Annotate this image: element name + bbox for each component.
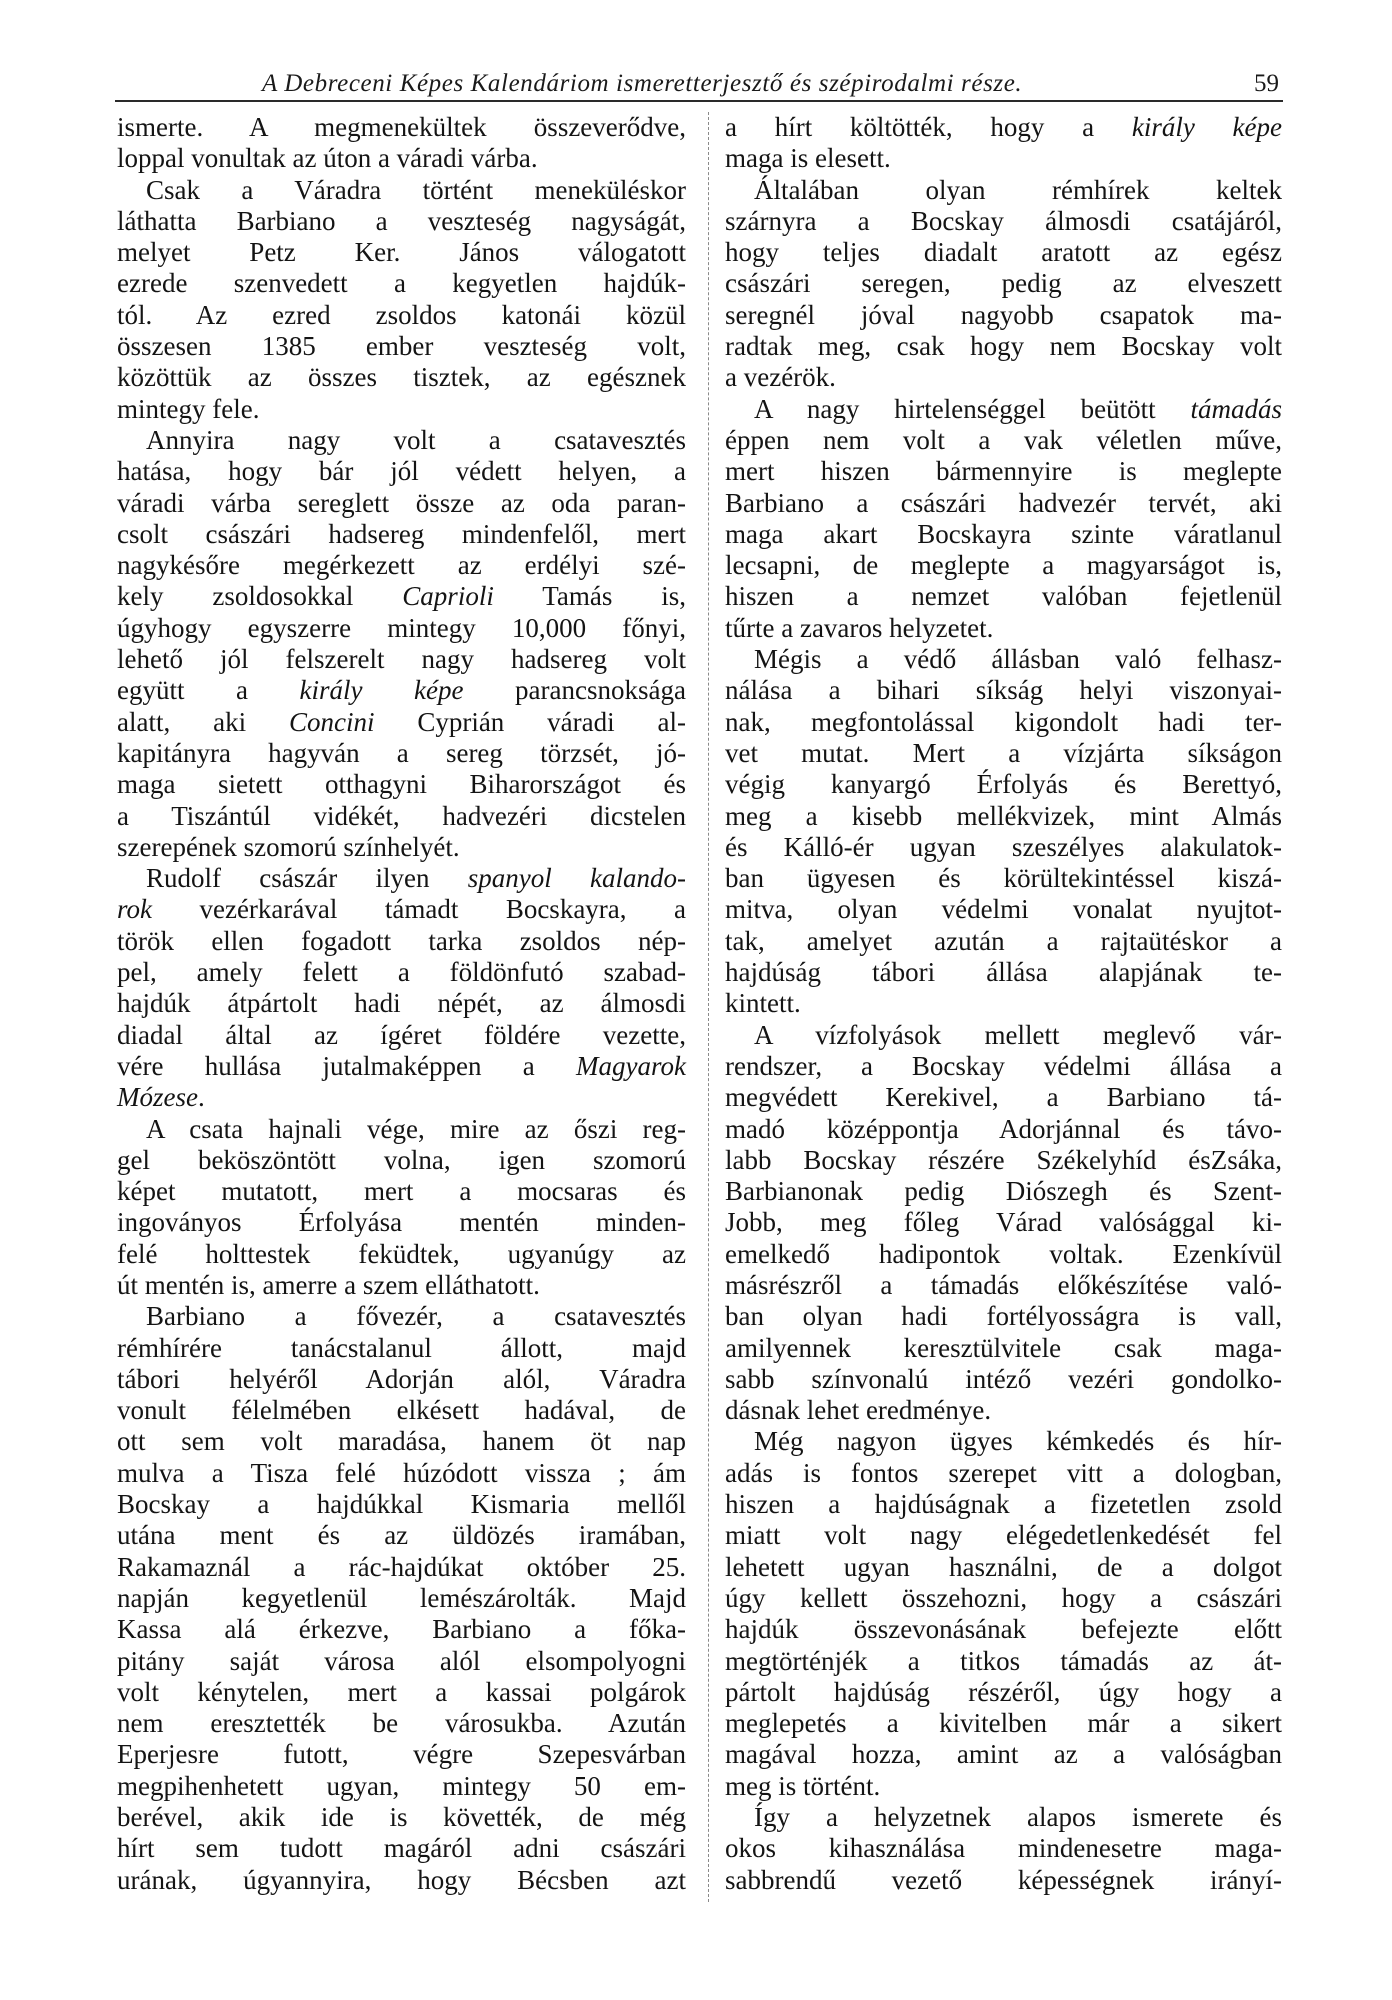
- text-segment: pitány saját városa alól elsompolyogni: [117, 1645, 686, 1676]
- paragraph: [117, 425, 686, 863]
- text-line: [725, 1458, 1282, 1489]
- paragraph: [117, 112, 686, 175]
- text-segment: Barbiano a fővezér, a csatavesztés: [146, 1301, 686, 1332]
- text-line: [117, 1082, 686, 1113]
- text-line: [725, 1771, 1282, 1802]
- text-line: [117, 1020, 686, 1051]
- text-line: [117, 707, 686, 738]
- text-line: [725, 613, 1282, 644]
- paragraph: [117, 863, 686, 1113]
- text-line: [117, 394, 686, 425]
- italic-text: király képe: [1131, 112, 1282, 142]
- italic-text: Caprioli: [402, 581, 494, 612]
- text-line: [725, 362, 1282, 393]
- text-segment: Csak a Váradra történt meneküléskor: [146, 174, 686, 205]
- text-line: [725, 675, 1282, 706]
- column-divider: [708, 112, 709, 1902]
- text-line: [117, 675, 686, 706]
- text-line: [117, 1145, 686, 1176]
- text-segment: út mentén is, amerre a szem elláthatott.: [117, 1269, 540, 1300]
- text-line: [725, 1145, 1282, 1176]
- text-segment: rendszer, a Bocskay védelmi állása a: [725, 1050, 1282, 1081]
- text-line: [117, 206, 686, 237]
- text-segment: parancsnoksága: [463, 675, 686, 706]
- text-line: [117, 926, 686, 957]
- text-line: [725, 988, 1282, 1019]
- text-segment: miatt volt nagy elégedetlenkedését fel: [725, 1520, 1282, 1551]
- text-segment: hajdúk átpártolt hadi népét, az álmosdi: [117, 988, 686, 1019]
- text-segment: maga is elesett.: [725, 143, 891, 174]
- text-segment: ingoványos Érfolyása mentén minden-: [117, 1207, 686, 1238]
- text-line: [117, 1708, 686, 1739]
- text-line: [725, 425, 1282, 456]
- text-segment: ezrede szenvedett a kegyetlen hajdúk-: [117, 268, 686, 299]
- text-segment: csolt császári hadsereg mindenfelől, mert: [117, 518, 686, 549]
- text-segment: vezérkarával támadt Bocskayra, a: [152, 894, 686, 925]
- text-segment: maga sietett otthagyni Biharországot és: [117, 769, 686, 800]
- text-segment: a Tiszántúl vidékét, hadvezéri dicstelen: [117, 800, 686, 831]
- text-segment: magával hozza, amint az a valóságban: [725, 1739, 1282, 1770]
- italic-text: Magyarok: [576, 1050, 686, 1081]
- text-segment: vet mutat. Mert a vízjárta síkságon: [725, 737, 1282, 768]
- text-segment: sabb színvonalú intéző vezéri gondolko-: [725, 1363, 1282, 1394]
- text-line: [725, 1020, 1282, 1051]
- text-segment: hajdúk összevonásának befejezte előtt: [725, 1614, 1282, 1645]
- text-segment: seregnél jóval nagyobb csapatok ma-: [725, 299, 1282, 330]
- text-line: [725, 1677, 1282, 1708]
- text-line: [725, 112, 1282, 143]
- text-segment: Így a helyzetnek alapos ismerete és: [754, 1802, 1282, 1833]
- text-segment: tól. Az ezred zsoldos katonái közül: [117, 299, 686, 330]
- text-segment: kapitányra hagyván a sereg törzsét, jó-: [117, 737, 686, 768]
- text-segment: együtt a: [117, 675, 300, 706]
- text-segment: megpihenhetett ugyan, mintegy 50 em-: [117, 1770, 686, 1801]
- text-line: [117, 1552, 686, 1583]
- text-segment: emelkedő hadipontok voltak. Ezenkívül: [725, 1238, 1282, 1269]
- text-segment: diadal által az ígéret földére vezette,: [117, 1019, 686, 1050]
- text-line: [725, 863, 1282, 894]
- text-segment: pel, amely felett a földönfutó szabad-: [117, 957, 686, 988]
- header-rule: [115, 100, 1283, 102]
- text-segment: Cyprián váradi al-: [374, 706, 686, 737]
- text-segment: A csata hajnali vége, mire az őszi reg-: [146, 1113, 686, 1144]
- text-line: [117, 300, 686, 331]
- text-segment: Mégis a védő állásban való felhasz-: [754, 644, 1282, 675]
- text-segment: nak, megfontolással kigondolt hadi ter-: [725, 706, 1282, 737]
- text-segment: meg is történt.: [725, 1770, 881, 1801]
- text-line: [117, 1583, 686, 1614]
- text-line: [117, 832, 686, 863]
- text-segment: úgy kellett összehozni, hogy a császári: [725, 1582, 1282, 1613]
- text-segment: Jobb, meg főleg Várad valósággal ki-: [725, 1207, 1282, 1238]
- text-segment: láthatta Barbiano a veszteség nagyságát,: [117, 205, 686, 236]
- text-line: [725, 957, 1282, 988]
- text-line: [117, 801, 686, 832]
- text-line: [117, 738, 686, 769]
- italic-text: Concini: [288, 706, 375, 737]
- text-line: [117, 1614, 686, 1645]
- text-line: [725, 1708, 1282, 1739]
- text-segment: kely zsoldosokkal: [117, 581, 403, 612]
- text-line: [117, 769, 686, 800]
- text-segment: hogy teljes diadalt aratott az egész: [725, 237, 1282, 268]
- text-segment: dásnak lehet eredménye.: [725, 1395, 992, 1426]
- text-segment: ban ügyesen és körültekintéssel kiszá-: [725, 863, 1282, 894]
- text-segment: Eperjesre futott, végre Szepesvárban: [117, 1739, 686, 1770]
- text-line: [117, 1865, 686, 1896]
- text-line: [117, 1333, 686, 1364]
- text-line: [725, 1833, 1282, 1864]
- text-segment: császári seregen, pedig az elveszett: [725, 268, 1282, 299]
- text-line: [117, 1677, 686, 1708]
- text-segment: rémhírére tanácstalanul állott, majd: [117, 1332, 686, 1363]
- text-line: [117, 1395, 686, 1426]
- text-segment: gel beköszöntött volna, igen szomorú: [117, 1144, 686, 1175]
- text-line: [725, 1114, 1282, 1145]
- text-line: [725, 394, 1282, 425]
- text-line: [117, 1520, 686, 1551]
- text-segment: ott sem volt maradása, hanem öt nap: [117, 1426, 686, 1457]
- text-segment: pártolt hajdúság részéről, úgy hogy a: [725, 1676, 1282, 1707]
- text-line: [725, 894, 1282, 925]
- text-segment: radtak meg, csak hogy nem Bocskay volt: [725, 331, 1282, 362]
- text-line: [117, 268, 686, 299]
- text-line: [117, 581, 686, 612]
- text-line: [117, 1646, 686, 1677]
- text-line: [117, 362, 686, 393]
- text-line: [725, 1426, 1282, 1457]
- paragraph: [117, 1114, 686, 1302]
- text-line: [725, 1395, 1282, 1426]
- text-line: [117, 1489, 686, 1520]
- text-segment: a vezérök.: [725, 362, 836, 393]
- text-line: [725, 832, 1282, 863]
- text-segment: utána ment és az üldözés iramában,: [117, 1520, 686, 1551]
- text-line: [725, 1207, 1282, 1238]
- text-segment: hatása, hogy bár jól védett helyen, a: [117, 456, 686, 487]
- text-line: [117, 112, 686, 143]
- text-segment: tűrte a zavaros helyzetet.: [725, 612, 994, 643]
- text-segment: Barbianonak pedig Diószegh és Szent-: [725, 1176, 1282, 1207]
- text-line: [725, 1802, 1282, 1833]
- text-line: [725, 1239, 1282, 1270]
- text-segment: felé holttestek feküdtek, ugyanúgy az: [117, 1238, 686, 1269]
- italic-text: rok: [117, 894, 152, 925]
- text-segment: Rudolf császár ilyen: [146, 863, 468, 894]
- text-segment: maga akart Bocskayra szinte váratlanul: [725, 518, 1282, 549]
- text-line: [725, 1520, 1282, 1551]
- text-segment: okos kihasználása mindenesetre maga-: [725, 1833, 1282, 1864]
- text-segment: berével, akik ide is követték, de még: [117, 1802, 686, 1833]
- text-segment: nagykésőre megérkezett az erdélyi szé-: [117, 550, 686, 581]
- text-segment: ismerte. A megmenekültek összeverődve,: [117, 112, 686, 142]
- text-segment: melyet Petz Ker. János válogatott: [117, 237, 686, 268]
- text-segment: másrészről a támadás előkészítése való-: [725, 1269, 1282, 1300]
- text-line: [117, 1207, 686, 1238]
- text-segment: kintett.: [725, 988, 801, 1019]
- text-line: [725, 926, 1282, 957]
- text-line: [725, 1552, 1282, 1583]
- text-segment: labb Bocskay részére Székelyhíd ésZsáka,: [725, 1144, 1282, 1175]
- paragraph: [725, 1426, 1282, 1802]
- paragraph: [725, 1802, 1282, 1896]
- text-segment: összesen 1385 ember veszteség volt,: [117, 331, 686, 362]
- text-line: [117, 1270, 686, 1301]
- text-line: [117, 425, 686, 456]
- text-line: [725, 801, 1282, 832]
- text-segment: meglepetés a kivitelben már a sikert: [725, 1708, 1282, 1739]
- italic-text: király képe: [299, 675, 464, 706]
- text-line: [117, 331, 686, 362]
- text-line: [117, 1364, 686, 1395]
- text-line: [725, 488, 1282, 519]
- text-segment: meg a kisebb mellékvizek, mint Almás: [725, 800, 1282, 831]
- italic-text: támadás: [1190, 393, 1282, 424]
- text-segment: éppen nem volt a vak véletlen műve,: [725, 424, 1282, 455]
- text-line: [117, 894, 686, 925]
- text-segment: mert hiszen bármennyire is meglepte: [725, 456, 1282, 487]
- left-column: [117, 112, 686, 1896]
- text-segment: Általában olyan rémhírek keltek: [754, 174, 1282, 205]
- text-line: [725, 1082, 1282, 1113]
- text-line: [117, 644, 686, 675]
- text-segment: Bocskay a hajdúkkal Kismaria mellől: [117, 1489, 686, 1520]
- text-segment: A nagy hirtelenséggel beütött: [754, 393, 1191, 424]
- text-segment: madó középpontja Adorjánnal és távo-: [725, 1113, 1282, 1144]
- text-segment: Kassa alá érkezve, Barbiano a főka-: [117, 1614, 686, 1645]
- paragraph: [725, 644, 1282, 1020]
- text-segment: török ellen fogadott tarka zsoldos nép-: [117, 925, 686, 956]
- text-segment: A vízfolyások mellett meglevő vár-: [754, 1019, 1282, 1050]
- text-line: [725, 769, 1282, 800]
- text-segment: hírt sem tudott magáról adni császári: [117, 1833, 686, 1864]
- text-segment: képet mutatott, mert a mocsaras és: [117, 1176, 686, 1207]
- text-segment: Tamás is,: [493, 581, 686, 612]
- text-line: [117, 1458, 686, 1489]
- text-segment: végig kanyargó Érfolyás és Berettyó,: [725, 769, 1282, 800]
- italic-text: Mózese: [117, 1082, 198, 1113]
- text-segment: alatt, aki: [117, 706, 289, 737]
- text-line: [117, 1176, 686, 1207]
- text-segment: Még nagyon ügyes kémkedés és hír-: [754, 1426, 1282, 1457]
- text-segment: volt kénytelen, mert a kassai polgárok: [117, 1676, 686, 1707]
- text-segment: hiszen a hajdúságnak a fizetetlen zsold: [725, 1489, 1282, 1520]
- text-line: [117, 613, 686, 644]
- text-segment: loppal vonultak az úton a váradi várba.: [117, 143, 538, 174]
- text-segment: napján kegyetlenül lemészárolták. Majd: [117, 1582, 686, 1613]
- text-segment: Rakamaznál a rác-hajdúkat október 25.: [117, 1551, 686, 1582]
- text-line: [725, 1739, 1282, 1770]
- text-line: [117, 863, 686, 894]
- right-column: [725, 112, 1282, 1896]
- text-segment: .: [197, 1082, 205, 1113]
- text-line: [117, 488, 686, 519]
- text-segment: szárnyra a Bocskay álmosdi csatájáról,: [725, 205, 1282, 236]
- text-line: [725, 143, 1282, 174]
- text-line: [725, 1301, 1282, 1332]
- text-line: [117, 988, 686, 1019]
- text-line: [117, 456, 686, 487]
- text-segment: hajdúság tábori állása alapjának te-: [725, 957, 1282, 988]
- text-line: [725, 1583, 1282, 1614]
- text-line: [117, 143, 686, 174]
- text-line: [117, 237, 686, 268]
- text-line: [725, 1614, 1282, 1645]
- paragraph: [117, 1301, 686, 1896]
- text-segment: nem eresztették be városukba. Azután: [117, 1708, 686, 1739]
- text-line: [117, 1051, 686, 1082]
- text-line: [725, 1646, 1282, 1677]
- text-line: [117, 1239, 686, 1270]
- text-segment: váradi várba sereglett össze az oda paran-: [117, 487, 686, 518]
- text-line: [725, 268, 1282, 299]
- text-line: [725, 456, 1282, 487]
- text-line: [117, 1114, 686, 1145]
- text-line: [117, 1833, 686, 1864]
- text-line: [117, 519, 686, 550]
- text-line: [725, 1489, 1282, 1520]
- text-segment: lecsapni, de meglepte a magyarságot is,: [725, 550, 1282, 581]
- text-segment: közöttük az összes tisztek, az egésznek: [117, 362, 686, 393]
- text-line: [117, 1426, 686, 1457]
- text-segment: nálása a bihari síkság helyi viszonyai-: [725, 675, 1282, 706]
- paragraph: [725, 394, 1282, 644]
- page-number: 59: [1254, 70, 1279, 97]
- paragraph: [725, 175, 1282, 394]
- text-line: [725, 1865, 1282, 1896]
- text-line: [725, 175, 1282, 206]
- text-segment: Barbiano a császári hadvezér tervét, aki: [725, 487, 1282, 518]
- italic-text: spanyol kalando-: [467, 863, 686, 894]
- text-line: [725, 519, 1282, 550]
- text-line: [117, 1802, 686, 1833]
- text-segment: vére hullása jutalmaképpen a: [117, 1050, 577, 1081]
- text-line: [725, 1270, 1282, 1301]
- text-segment: ban olyan hadi fortélyosságra is vall,: [725, 1301, 1282, 1332]
- text-segment: mitva, olyan védelmi vonalat nyujtot-: [725, 894, 1282, 925]
- text-line: [117, 957, 686, 988]
- text-segment: megtörténjék a titkos támadás az át-: [725, 1645, 1282, 1676]
- text-segment: megvédett Kerekivel, a Barbiano tá-: [725, 1082, 1282, 1113]
- text-line: [725, 1364, 1282, 1395]
- text-line: [725, 206, 1282, 237]
- text-segment: adás is fontos szerepet vitt a dologban,: [725, 1457, 1282, 1488]
- text-segment: lehetett ugyan használni, de a dolgot: [725, 1551, 1282, 1582]
- text-line: [117, 175, 686, 206]
- text-line: [117, 550, 686, 581]
- paragraph: [725, 112, 1282, 175]
- text-line: [725, 237, 1282, 268]
- text-segment: amilyennek keresztülvitele csak maga-: [725, 1332, 1282, 1363]
- text-segment: tábori helyéről Adorján alól, Váradra: [117, 1363, 686, 1394]
- text-line: [725, 550, 1282, 581]
- paragraph: [117, 175, 686, 425]
- text-line: [117, 1771, 686, 1802]
- text-segment: Annyira nagy volt a csatavesztés: [146, 424, 686, 455]
- text-line: [117, 1301, 686, 1332]
- text-line: [117, 1739, 686, 1770]
- text-line: [725, 581, 1282, 612]
- paragraph: [725, 1020, 1282, 1427]
- text-segment: szerepének szomorú színhelyét.: [117, 831, 460, 862]
- text-segment: vonult félelmében elkésett hadával, de: [117, 1395, 686, 1426]
- text-segment: hiszen a nemzet valóban fejetlenül: [725, 581, 1282, 612]
- text-segment: sabbrendű vezető képességnek irányí-: [725, 1864, 1282, 1895]
- text-line: [725, 738, 1282, 769]
- text-segment: úgyhogy egyszerre mintegy 10,000 főnyi,: [117, 612, 686, 643]
- text-segment: urának, úgyannyira, hogy Bécsben azt: [117, 1864, 686, 1895]
- running-title: A Debreceni Képes Kalendáriom ismeretterjesztő és szépirodalmi része.: [262, 70, 1023, 97]
- text-segment: mintegy fele.: [117, 393, 260, 424]
- text-segment: mulva a Tisza felé húzódott vissza ; ám: [117, 1457, 686, 1488]
- text-segment: lehető jól felszerelt nagy hadsereg volt: [117, 644, 686, 675]
- text-line: [725, 331, 1282, 362]
- text-line: [725, 1333, 1282, 1364]
- text-line: [725, 1176, 1282, 1207]
- text-line: [725, 1051, 1282, 1082]
- text-segment: a hírt költötték, hogy a: [725, 112, 1132, 142]
- text-line: [725, 300, 1282, 331]
- text-segment: tak, amelyet azután a rajtaütéskor a: [725, 925, 1282, 956]
- text-line: [725, 707, 1282, 738]
- text-segment: és Kálló-ér ugyan szeszélyes alakulatok-: [725, 831, 1282, 862]
- text-line: [725, 644, 1282, 675]
